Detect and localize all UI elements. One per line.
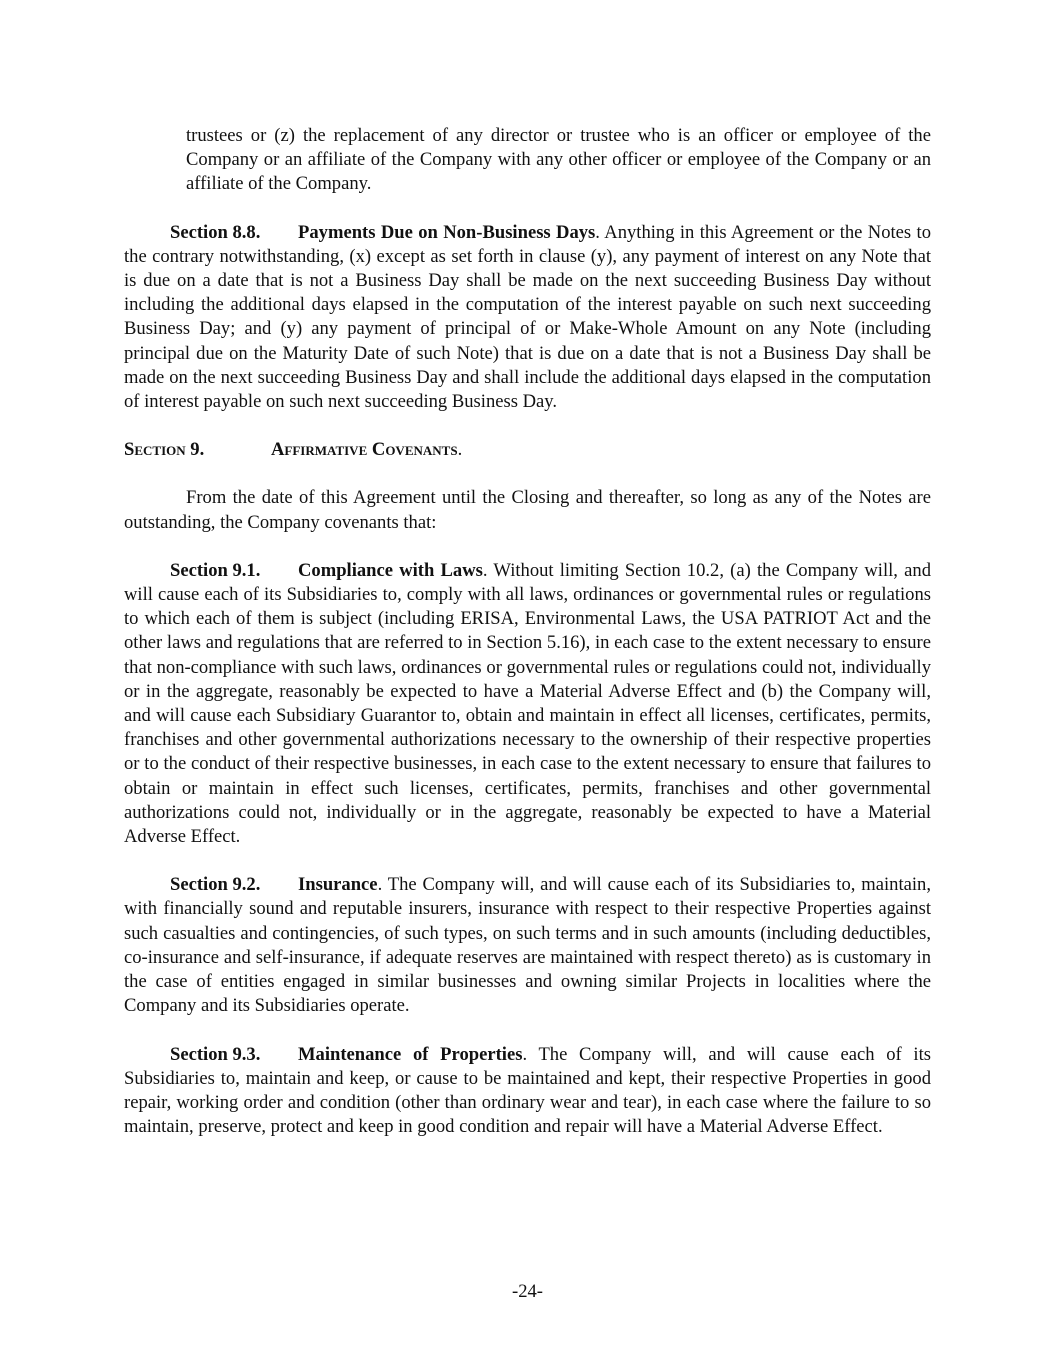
section-8-8-paragraph — [124, 221, 931, 415]
continuation-paragraph: trustees or (z) the replacement of any director or trustee who is an officer or employee of the Company or an affiliate of the Company with any other officer or employee of the Company or an affiliate of the Company. — [186, 125, 931, 195]
section-9-2-title: Insurance — [298, 874, 378, 896]
section-9-1-body: . Without limiting Section 10.2, (a) the Company will, and will cause each of its Subsidiaries to, comply with all laws, ordinances or governmental rules or regulations to which each of them is subject (including ERISA, Environmental Laws, the USA PATRIOT Act and the other laws and regulations that are referred to in Section 5.16), in each case to the extent necessary to ensure that non-compliance with such laws, ordinances or governmental rules or regulations could not, individually or in the aggregate, reasonably be expected to have a Material Adverse Effect and (b) the Company will, and will cause each Subsidiary Guarantor to, obtain and maintain in effect all licenses, certificates, permits, franchises and other governmental authorizations necessary to the ownership of their respective properties or to the conduct of their respective businesses, in each case to the extent necessary to ensure that failures to obtain or maintain in effect such licenses, certificates, permits, franchises and other governmental authorizations could not, individually or in the aggregate, reasonably be expected to have a Material Adverse Effect. — [124, 559, 931, 848]
section-9-3-number: Section 9.3. — [170, 1043, 261, 1065]
section-9-2-paragraph — [124, 873, 931, 1018]
section-9-3-paragraph — [124, 1043, 931, 1140]
covenants-intro-paragraph: From the date of this Agreement until the Closing and thereafter, so long as any of the Notes are outstanding, the Company covenants that: — [124, 487, 931, 533]
section-9-heading — [124, 438, 931, 462]
section-8-8-title: Payments Due on Non-Business Days — [298, 221, 596, 243]
section-9-3-title: Maintenance of Properties — [298, 1043, 523, 1065]
section-8-8-body: . Anything in this Agreement or the Notes to the contrary notwithstanding, (x) except as set forth in clause (y), any payment of interest on any Note that is due on a date that is not a Business Day shall be made on the next succeeding Business Day without including the additional days elapsed in the computation of the interest payable on such next succeeding Business Day; and (y) any payment of principal of or Make-Whole Amount on any Note (including principal due on the Maturity Date of such Note) that is due on a date that is not a Business Day shall be made on the next succeeding Business Day and shall include the additional days elapsed in the computation of interest payable on such next succeeding Business Day. — [124, 221, 931, 413]
section-9-1-number: Section 9.1. — [170, 559, 261, 581]
section-9-3-body: . The Company will, and will cause each of its Subsidiaries to, maintain and keep, or cause to be maintained and kept, their respective Properties in good repair, working order and condition (other than ordinary wear and tear), in each case where the failure to so maintain, preserve, protect and keep in good condition and repair will have a Material Adverse Effect. — [124, 1043, 931, 1138]
section-9-title: Affirmative Covenants — [271, 439, 458, 461]
section-9-number: Section 9. — [124, 439, 205, 461]
section-8-8-number: Section 8.8. — [170, 221, 261, 243]
section-9-title-period: . — [457, 439, 463, 461]
section-9-1-paragraph — [124, 559, 931, 849]
section-9-2-body: . The Company will, and will cause each of its Subsidiaries to, maintain, with financially sound and reputable insurers, insurance with respect to their respective Properties against such casualties and contingencies, of such types, on such terms and in such amounts (including deductibles, co-insurance and self-insurance, if adequate reserves are maintained with respect thereto) as is customary in the case of entities engaged in similar businesses and owning similar Projects in localities where the Company and its Subsidiaries operate. — [124, 874, 931, 1017]
section-9-1-title: Compliance with Laws — [298, 559, 483, 581]
section-9-2-number: Section 9.2. — [170, 874, 261, 896]
document-page — [124, 124, 931, 1163]
page-number: -24- — [512, 1281, 543, 1302]
